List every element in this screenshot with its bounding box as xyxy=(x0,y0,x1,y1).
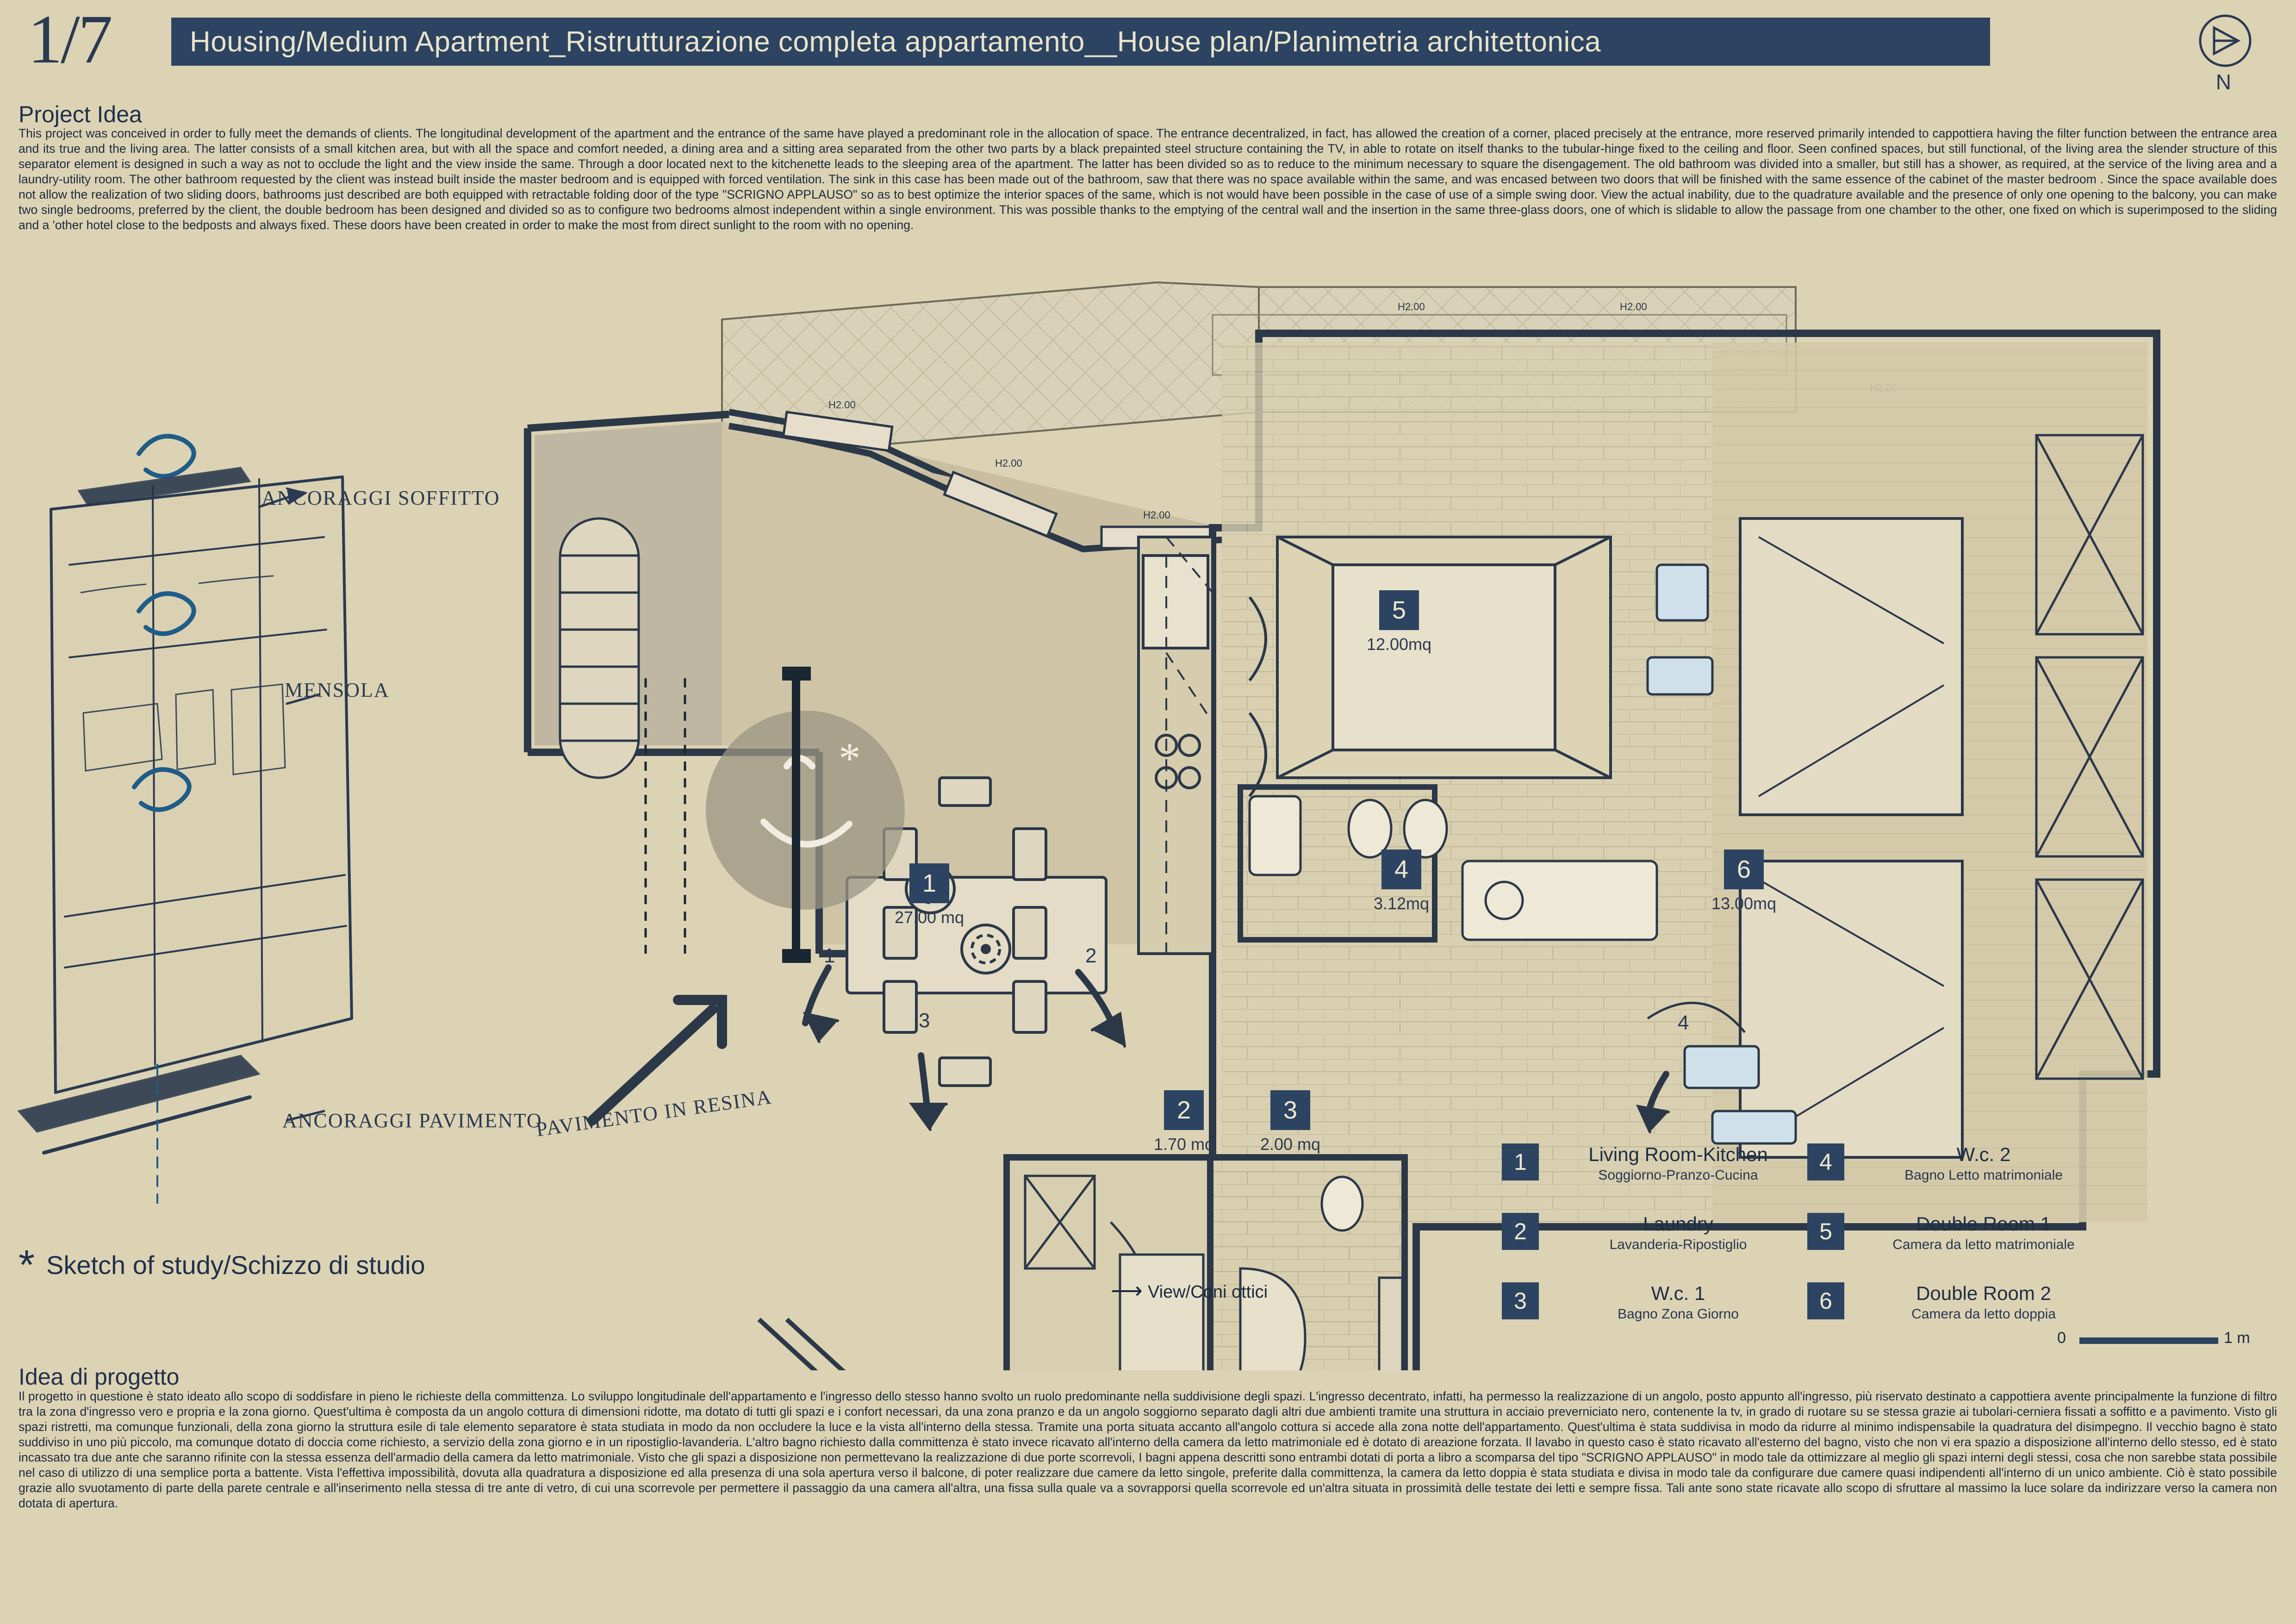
north-label: N xyxy=(2215,70,2231,94)
legend-label-it-3: Bagno Zona Giorno xyxy=(1618,1306,1739,1322)
page-number-current: 1 xyxy=(28,1,61,78)
svg-text:*: * xyxy=(839,734,861,783)
legend-label-en-2: Laundry xyxy=(1643,1213,1713,1235)
view-cone-number-4: 4 xyxy=(1678,1012,1689,1034)
legend-label-it-5: Camera da letto matrimoniale xyxy=(1892,1237,2075,1252)
view-cone-number-3: 3 xyxy=(919,1009,930,1032)
legend-number-3: 3 xyxy=(1502,1282,1539,1319)
room-area-2: 1.70 mq xyxy=(1153,1135,1214,1154)
legend-item-3 xyxy=(1502,1282,1807,1322)
scale-bar-graphic xyxy=(2079,1337,2218,1344)
room-number-2: 2 xyxy=(1164,1090,1204,1130)
svg-text:H2.00: H2.00 xyxy=(1620,301,1647,312)
svg-text:H2.00: H2.00 xyxy=(1398,301,1425,312)
sketch-asterisk-marker: * xyxy=(19,1242,35,1288)
view-cone-number-2: 2 xyxy=(1085,944,1097,967)
legend-item-6 xyxy=(1807,1282,2113,1322)
legend-label-it-1: Soggiorno-Pranzo-Cucina xyxy=(1598,1168,1758,1183)
room-number-4: 4 xyxy=(1381,849,1421,889)
legend-row xyxy=(1502,1213,2113,1253)
sketch-annotation-shelf: MENSOLA xyxy=(285,679,390,701)
scale-start-label: 0 xyxy=(2057,1329,2066,1347)
svg-text:H2.00: H2.00 xyxy=(1143,509,1170,521)
room-number-5: 5 xyxy=(1379,590,1419,630)
legend-label-en-1: Living Room-Kitchen xyxy=(1588,1143,1768,1165)
room-area-4: 3.12mq xyxy=(1373,894,1430,913)
room-area-6: 13.00mq xyxy=(1711,894,1777,913)
room-area-3: 2.00 mq xyxy=(1260,1135,1321,1154)
north-arrow-icon xyxy=(2198,14,2252,68)
legend-row xyxy=(1502,1282,2113,1322)
svg-text:H2.00: H2.00 xyxy=(995,457,1022,469)
room-number-6: 6 xyxy=(1724,849,1764,889)
page-title: Housing/Medium Apartment_Ristrutturazione completa appartamento__House plan/Planimetria architettonica xyxy=(190,25,1601,58)
legend-number-1: 1 xyxy=(1502,1143,1539,1181)
page-number-total: 7 xyxy=(78,1,111,78)
legend-row xyxy=(1502,1143,2113,1183)
legend-label-it-6: Camera da letto doppia xyxy=(1911,1306,2056,1322)
scale-end-label: 1 m xyxy=(2224,1329,2250,1347)
legend-label-en-3: W.c. 1 xyxy=(1651,1282,1705,1304)
legend-item-2 xyxy=(1502,1213,1807,1253)
legend-number-5: 5 xyxy=(1807,1213,1844,1250)
sketch-annotation-ceiling-anchor: ANCORAGGI SOFFITTO xyxy=(261,487,500,509)
legend-item-4 xyxy=(1807,1143,2113,1183)
legend-label-it-2: Lavanderia-Ripostiglio xyxy=(1609,1237,1747,1252)
room-number-3: 3 xyxy=(1270,1090,1310,1130)
legend-item-1 xyxy=(1502,1143,1807,1183)
view-cone-number-1: 1 xyxy=(824,944,835,967)
legend-number-6: 6 xyxy=(1807,1282,1844,1319)
legend-label-en-6: Double Room 2 xyxy=(1916,1282,2051,1304)
project-idea-heading: Project Idea xyxy=(19,101,142,127)
sketch-annotation-floor-anchor: ANCORAGGI PAVIMENTO xyxy=(282,1109,542,1132)
idea-progetto-heading: Idea di progetto xyxy=(19,1364,180,1390)
room-tag-2 xyxy=(1153,1090,1244,1154)
room-tag-1 xyxy=(894,863,999,927)
room-area-1: 27.00 mq xyxy=(894,908,964,927)
scale-bar xyxy=(2057,1329,2256,1347)
room-number-1: 1 xyxy=(909,863,949,903)
room-tag-3 xyxy=(1260,1090,1350,1154)
legend-number-2: 2 xyxy=(1502,1213,1539,1250)
room-tag-4 xyxy=(1373,849,1457,913)
legend-label-en-5: Double Room 1 xyxy=(1916,1213,2051,1235)
room-tag-5 xyxy=(1366,590,1464,654)
view-label: View/Coni ottici xyxy=(1148,1282,1268,1302)
legend-item-5 xyxy=(1807,1213,2113,1253)
project-idea-paragraph: This project was conceived in order to fully meet the demands of clients. The longitudinal development of the apartment and the entrance of the same have played a predominant role in the allocation of space. The entrance decentralized, in fact, has allowed the creation of a corner, placed precisely at the entrance, more reserved primarily intended to cappottiera having the filter function between the entrance area and its true and the living area. The latter consists of a small kitchen area, but with all the space and comfort needed, a dining area and a sitting area separated from the other two parts by a black prepainted steel structure containing the TV, in able to rotate on itself thanks to the tubular-hinge fixed to the ceiling and floor. Seen confined spaces, but still functional, of the living area the slender structure of this separator element is designed in such a way as not to occlude the light and the view inside the same. Through a door located next to the kitchenette leads to the sleeping area of the apartment. The latter has been divided so as to reduce to the minimum necessary to square the disengagement. The old bathroom was divided into a smaller, but still has a shower, as required, at the service of the living area and a laundry-utility room. The other bathroom requested by the client was instead built inside the master bedroom and is equipped with forced ventilation. The sink in this case has been made out of the bathroom, saw that there was no space available within the same, and was encased between two doors that will be finished with the same essence of the cabinet of the master bedroom . Since the space available does not allow the realization of two sliding doors, bathrooms just described are both equipped with retractable folding door of the type "SCRIGNO APPLAUSO" so as to best optimize the interior spaces of the same, which is not would have been possible in the case of use of a simple swing door. View the actual inability, due to the quadrature available and the presence of only one opening to the balcony, you can make two single bedrooms, preferred by the client, the double bedroom has been designed and divided so as to configure two bedrooms almost independent within a single environment. This was possible thanks to the emptying of the central wall and the insertion in the same three-glass doors, one of which is slidable to allow the passage from one chamber to the other, one fixed on which is superimposed to the sliding and a 'other hotel close to the bedposts and always fixed. These doors have been created in order to make the most from direct sunlight to the room with no opening. xyxy=(19,126,2277,232)
room-area-5: 12.00mq xyxy=(1366,635,1432,654)
legend xyxy=(1502,1143,2113,1352)
sketch-caption: Sketch of study/Schizzo di studio xyxy=(46,1250,425,1280)
view-label-arrow-icon: ⟶ xyxy=(1111,1279,1143,1303)
svg-text:H2.00: H2.00 xyxy=(828,399,856,411)
legend-number-4: 4 xyxy=(1807,1143,1844,1181)
sheet-title-bar xyxy=(171,18,1990,66)
page-number: 1/7 xyxy=(28,1,111,78)
room-tag-6 xyxy=(1711,849,1809,913)
sketch-annotation-resin-floor: PAVIMENTO IN RESINA xyxy=(535,1085,773,1141)
legend-label-it-4: Bagno Letto matrimoniale xyxy=(1904,1168,2063,1183)
legend-label-en-4: W.c. 2 xyxy=(1956,1143,2011,1165)
idea-progetto-paragraph: Il progetto in questione è stato ideato allo scopo di soddisfare in pieno le richieste della committenza. Lo sviluppo longitudinale dell'appartamento e l'ingresso dello stesso hanno svolto un ruolo predominante nella suddivisione degli spazi. L'ingresso decentrato, infatti, ha permesso la realizzazione di un angolo, posto appunto all'ingresso, più riservato destinato a cappottiera avente principalmente la funzione di filtro tra la zona d'ingresso vero e propria e la zona giorno. Quest'ultima è composta da un angolo cottura di dimensioni ridotte, ma dotato di tutti gli spazi e i confort necessari, da una zona pranzo e da un angolo soggiorno separato dagli altri due ambienti tramite una struttura in acciaio preverniciato nero, contenente la tv, in grado di ruotare su se stessa grazie ai tubolari-cerniera fissati a soffitto e a pavimento. Visto gli spazi ristretti, ma comunque funzionali, della zona giorno la struttura esile di tale elemento separatore è stata studiata in modo da non occludere la luce e la vista all'interno della stessa. Tramite una porta situata accanto all'angolo cottura si accede alla zona notte dell'appartamento. Quest'ultima è stata suddivisa in modo da ridurre al minimo indispensabile la quadratura del disimpegno. Il vecchio bagno è stato suddiviso in uno più piccolo, ma comunque dotato di doccia come richiesto, a servizio della zona giorno e in un ripostiglio-lavanderia. L'altro bagno richiesto dalla committenza è stato invece ricavato all'interno della camera da letto matrimoniale ed è dotato di areazione forzata. Il lavabo in questo caso è stato ricavato all'esterno del bagno, visto che non vi era spazio a disposizione all'interno dello stesso, ed è stato incassato tra due ante che saranno rifinite con la stessa essenza dell'armadio della camera da letto matrimoniale. Visto che gli spazi a disposizione non permettevano la realizzazione di due porte scorrevoli, I bagni appena descritti sono entrambi dotati di porta a libro a scomparsa del tipo "SCRIGNO APPLAUSO" in modo tale da ottimizzare al meglio gli spazi interni degli stessi, cosa che non sarebbe stata possibile nel caso di utilizzo di una semplice porta a battente. Vista l'effettiva impossibilità, dovuta alla quadratura a disposizione ed alla presenza di una sola apertura verso il balcone, di poter realizzare due camere da letto singole, preferite dalla committenza, la camera da letto doppia è stata studiata e divisa in modo tale da configurare due camere quasi indipendenti all'interno di un unico ambiente. Ciò è stato possibile grazie allo svuotamento di parte della parete centrale e all'inserimento nella stessa di tre ante di vetro, di cui una scorrevole per permettere il passaggio da una camera all'altra, una fissa sulla quale va a sovrapporsi quella scorrevole ed un'altra situata in prossimità delle testate dei letti e sempre fissa. Tali ante sono state ricavate allo scopo di sfruttare al massimo la luce solare da indirizzare verso la camera non dotata di apertura. xyxy=(19,1389,2277,1510)
